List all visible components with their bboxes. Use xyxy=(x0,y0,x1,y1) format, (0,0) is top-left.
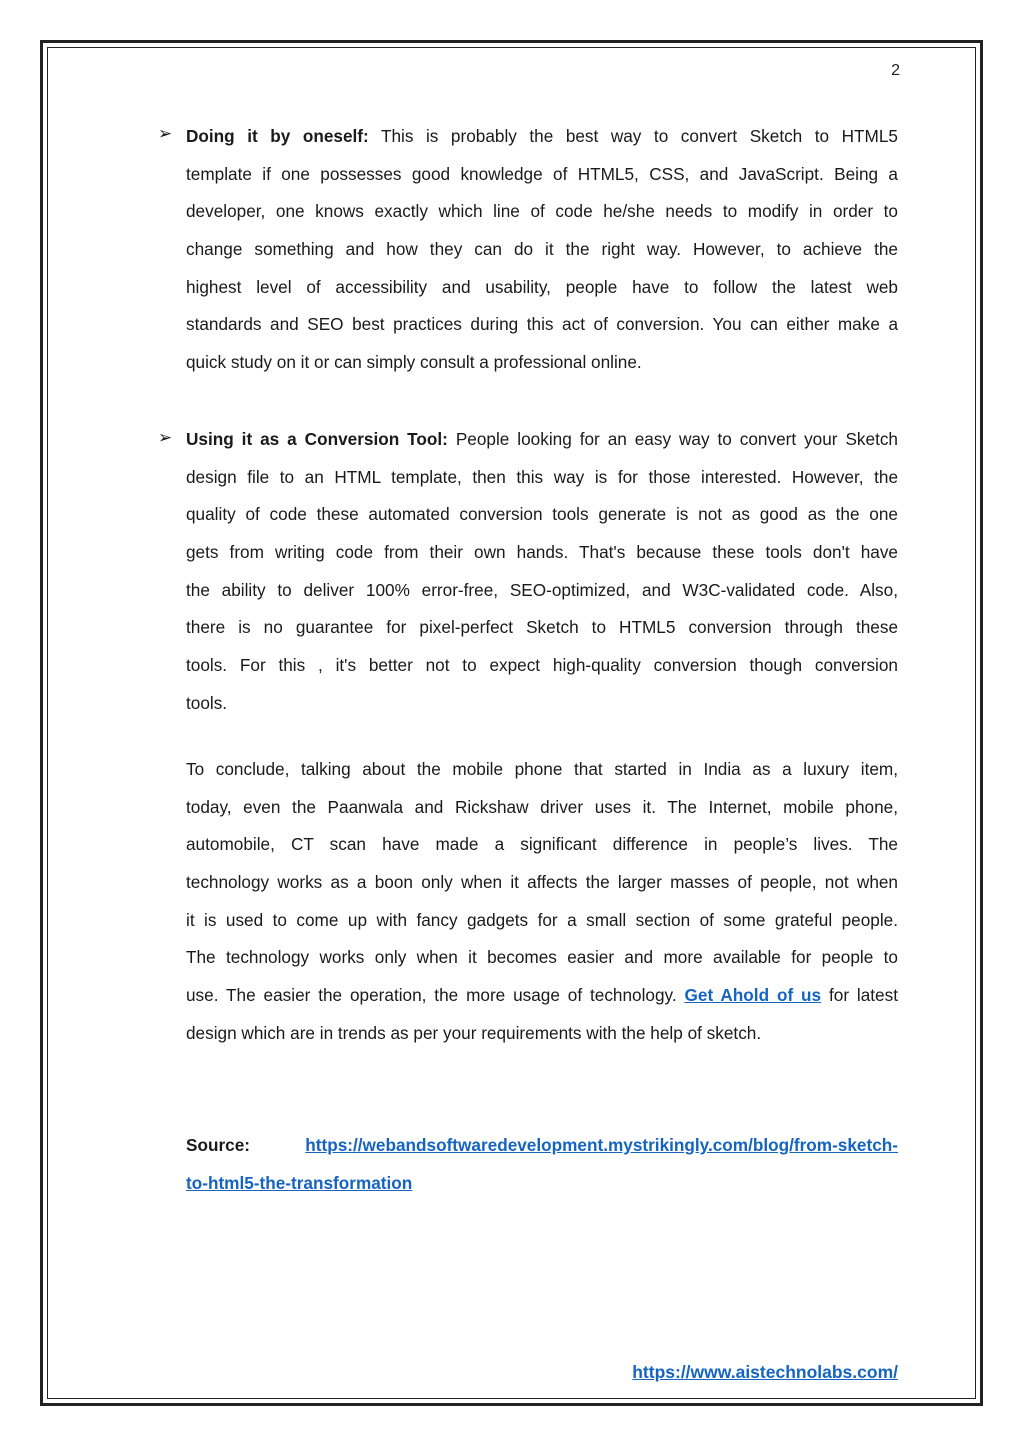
paragraph-line: Using it as a Conversion Tool: People looking for an easy way to convert your Sketch xyxy=(186,429,898,449)
source-line xyxy=(186,1165,898,1203)
paragraph-line: tools. For this , it's better not to expect high-quality conversion though conversion xyxy=(186,655,898,676)
paragraph-line: tools. xyxy=(186,692,228,713)
footer-website-link[interactable]: https://www.aistechnolabs.com/ xyxy=(632,1362,898,1382)
source-label: Source: xyxy=(186,1135,250,1155)
paragraph-line: the ability to deliver 100% error-free, SEO-optimized, and W3C-validated code. Also, xyxy=(186,579,898,600)
source-citation xyxy=(186,1127,898,1202)
paragraph-line: standards and SEO best practices during this act of conversion. You can either make a xyxy=(186,314,898,335)
paragraph-line: quick study on it or can simply consult a professional online. xyxy=(186,352,642,373)
section-doing-it-by-oneself xyxy=(186,118,898,382)
paragraph-line: automobile, CT scan have made a significant difference in people’s lives. The xyxy=(186,834,898,855)
paragraph-line: today, even the Paanwala and Rickshaw driver uses it. The Internet, mobile phone, xyxy=(186,796,898,817)
get-ahold-of-us-link[interactable]: Get Ahold of us xyxy=(684,985,822,1006)
paragraph-line: Doing it by oneself: This is probably the best way to convert Sketch to HTML5 xyxy=(186,126,898,146)
bullet-arrow-icon: ➢ xyxy=(158,124,173,143)
source-url-link-continued[interactable]: to-html5-the-transformation xyxy=(186,1172,413,1193)
bullet-arrow-icon: ➢ xyxy=(158,428,173,447)
paragraph-line: there is no guarantee for pixel-perfect Sketch to HTML5 conversion through these xyxy=(186,617,898,638)
paragraph-line: developer, one knows exactly which line of code he/she needs to modify in order to xyxy=(186,201,898,222)
section-heading: Using it as a Conversion Tool: xyxy=(186,429,448,449)
paragraph-line: template if one possesses good knowledge of HTML5, CSS, and JavaScript. Being a xyxy=(186,163,898,184)
paragraph-line: gets from writing code from their own hands. That's because these tools don't have xyxy=(186,542,898,563)
paragraph-line: change something and how they can do it the right way. However, to achieve the xyxy=(186,239,898,260)
paragraph-line: design which are in trends as per your requirements with the help of sketch. xyxy=(186,1022,762,1043)
paragraph-line: it is used to come up with fancy gadgets for a small section of some grateful people. xyxy=(186,909,898,930)
section-conversion-tool xyxy=(186,421,898,723)
section-heading: Doing it by oneself: xyxy=(186,126,369,146)
source-url-link[interactable]: https://webandsoftwaredevelopment.mystrikingly.com/blog/from-sketch- xyxy=(305,1135,898,1155)
paragraph-line: highest level of accessibility and usability, people have to follow the latest web xyxy=(186,276,898,297)
paragraph-line: To conclude, talking about the mobile phone that started in India as a luxury item, xyxy=(186,759,898,779)
source-line xyxy=(186,1127,898,1165)
paragraph-line: use. The easier the operation, the more usage of technology. Get Ahold of us for latest xyxy=(186,985,898,1006)
page-number: 2 xyxy=(891,62,900,79)
paragraph-line: design file to an HTML template, then this way is for those interested. However, the xyxy=(186,466,898,487)
paragraph-line: quality of code these automated conversion tools generate is not as good as the one xyxy=(186,504,898,525)
conclusion-paragraph xyxy=(186,751,898,1053)
paragraph-line: The technology works only when it becomes easier and more available for people to xyxy=(186,947,898,968)
paragraph-line: technology works as a boon only when it affects the larger masses of people, not when xyxy=(186,872,898,893)
